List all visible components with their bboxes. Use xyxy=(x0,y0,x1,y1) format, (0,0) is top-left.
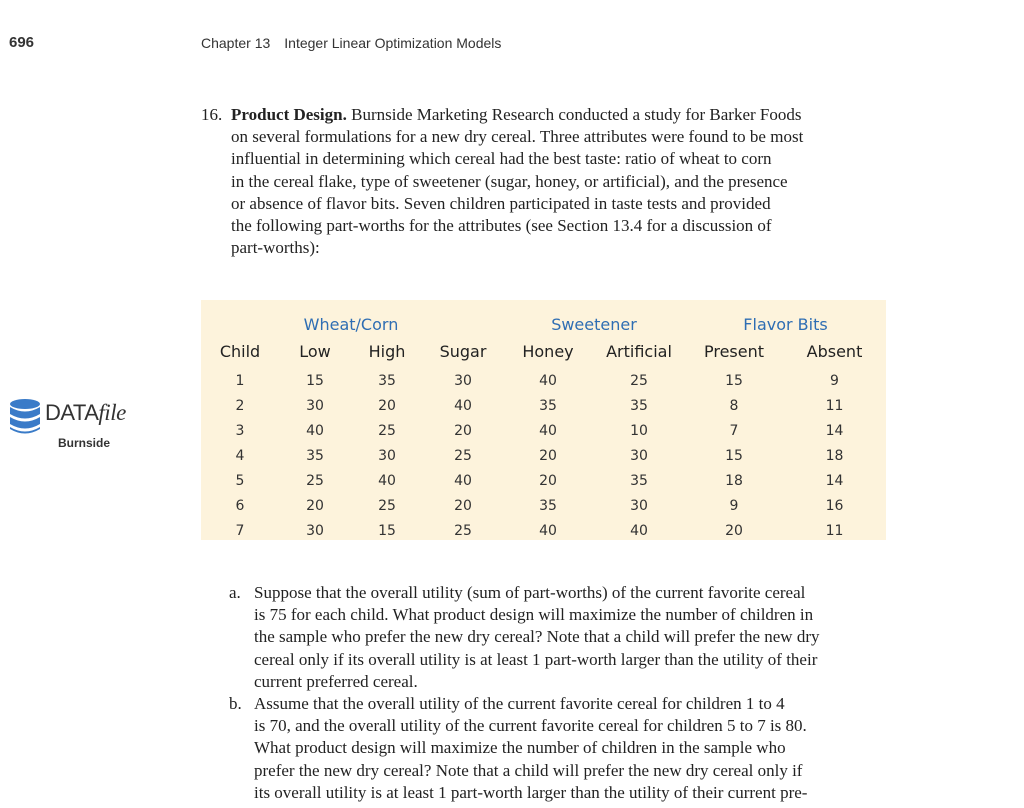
question-line: cereal only if its overall utility is at least 1 part-worth larger than the utility of their xyxy=(254,649,818,669)
table-cell: 40 xyxy=(454,472,472,489)
group-header-sweetener xyxy=(503,300,685,334)
table-cell: 35 xyxy=(378,372,396,389)
table-row xyxy=(201,443,886,468)
datafile-filename: Burnside xyxy=(58,436,111,450)
table-row xyxy=(201,518,886,543)
question-line: its overall utility is at least 1 part-worth larger than the utility of their current pre- xyxy=(254,782,808,802)
table-cell: 15 xyxy=(306,372,324,389)
table-cell: 40 xyxy=(539,522,557,539)
table-cell: 30 xyxy=(454,372,472,389)
child-id-cell: 1 xyxy=(235,372,245,389)
problem-line: the following part-worths for the attributes (see Section 13.4 for a discussion of xyxy=(231,216,772,236)
group-header-wheat-corn xyxy=(279,300,423,334)
group-header-spacer xyxy=(423,300,503,334)
table-cell: 11 xyxy=(825,397,844,414)
question-list xyxy=(229,582,889,804)
table-row xyxy=(201,368,886,393)
problem-text: Burnside Marketing Research conducted a study for Barker Foods xyxy=(351,105,802,124)
group-label: Sweetener xyxy=(551,315,637,334)
table-cell: 15 xyxy=(725,372,743,389)
table-cell: 40 xyxy=(454,397,472,414)
table-cell: 40 xyxy=(378,472,396,489)
table-cell: 35 xyxy=(539,497,557,514)
table-row xyxy=(201,493,886,518)
group-label: Wheat/Corn xyxy=(303,315,399,334)
table-cell: 20 xyxy=(454,422,472,439)
table-cell: 10 xyxy=(630,422,648,439)
table-cell: 30 xyxy=(306,397,324,414)
table-cell: 14 xyxy=(825,472,844,489)
part-worths-table xyxy=(201,300,886,540)
page-number: 696 xyxy=(9,34,35,51)
table-cell: 30 xyxy=(630,447,648,464)
question-line: the sample who prefer the new dry cereal? Note that a child will prefer the new dry xyxy=(254,627,820,647)
column-header: Child xyxy=(219,341,261,361)
column-header: Present xyxy=(703,341,765,361)
question-b xyxy=(229,693,889,804)
child-id-cell: 5 xyxy=(235,472,245,489)
question-line: is 70, and the overall utility of the current favorite cereal for children 5 to 7 is 80. xyxy=(254,716,807,736)
table-cell: 25 xyxy=(454,522,472,539)
data-table xyxy=(201,300,886,543)
table-cell: 30 xyxy=(378,447,396,464)
group-label: Flavor Bits xyxy=(743,315,828,334)
datafile-label-italic: file xyxy=(98,400,126,425)
problem-line: part-worths): xyxy=(231,238,320,258)
table-cell: 25 xyxy=(378,497,396,514)
question-label: b. xyxy=(229,694,242,714)
question-line: is 75 for each child. What product design will maximize the number of children in xyxy=(254,605,814,625)
table-cell: 11 xyxy=(825,522,844,539)
question-line: current preferred cereal. xyxy=(254,671,418,691)
column-header: Sugar xyxy=(439,341,487,361)
table-cell: 20 xyxy=(378,397,396,414)
problem-number: 16. xyxy=(201,105,223,124)
table-cell: 20 xyxy=(306,497,324,514)
problem-line xyxy=(231,104,891,126)
table-cell: 30 xyxy=(306,522,324,539)
table-row xyxy=(201,468,886,493)
table-cell: 9 xyxy=(830,372,839,389)
table-cell: 7 xyxy=(729,422,739,439)
problem-line: or absence of flavor bits. Seven children participated in taste tests and provided xyxy=(231,193,771,213)
table-cell: 15 xyxy=(725,447,743,464)
question-line: What product design will maximize the number of children in the sample who xyxy=(254,738,786,758)
table-cell: 20 xyxy=(725,522,743,539)
table-cell: 40 xyxy=(539,422,557,439)
table-cell: 35 xyxy=(539,397,557,414)
problem-line: in the cereal flake, type of sweetener (sugar, honey, or artificial), and the presence xyxy=(231,171,788,191)
problem-line: on several formulations for a new dry cereal. Three attributes were found to be most xyxy=(231,127,804,147)
chapter-label: Chapter 13 xyxy=(201,35,271,51)
table-cell: 40 xyxy=(539,372,557,389)
table-cell: 18 xyxy=(825,447,844,464)
table-cell: 20 xyxy=(539,447,557,464)
running-header xyxy=(201,35,501,51)
table-cell: 18 xyxy=(725,472,743,489)
table-cell: 8 xyxy=(729,397,739,414)
datafile-label-text: DATA xyxy=(45,400,99,425)
child-id-cell: 3 xyxy=(235,422,245,439)
child-id-cell: 4 xyxy=(235,447,245,464)
question-line: prefer the new dry cereal? Note that a child will prefer the new dry cereal only if xyxy=(254,760,803,780)
table-cell: 9 xyxy=(729,497,739,514)
problem-body xyxy=(231,104,891,259)
table-cell: 20 xyxy=(539,472,557,489)
problem-line: influential in determining which cereal had the best taste: ratio of wheat to corn xyxy=(231,149,772,169)
column-header: Absent xyxy=(806,341,863,361)
child-id-cell: 2 xyxy=(235,397,245,414)
database-icon xyxy=(9,398,41,436)
question-line: Assume that the overall utility of the current favorite cereal for children 1 to 4 xyxy=(254,694,785,714)
question-line: Suppose that the overall utility (sum of part-worths) of the current favorite cereal xyxy=(254,583,806,602)
table-cell: 35 xyxy=(306,447,324,464)
problem-title: Product Design. xyxy=(231,105,347,124)
table-cell: 25 xyxy=(306,472,324,489)
column-header: Artificial xyxy=(606,341,672,361)
table-cell: 15 xyxy=(378,522,396,539)
problem-16 xyxy=(201,104,891,259)
table-cell: 14 xyxy=(825,422,844,439)
table-cell: 25 xyxy=(454,447,472,464)
table-cell: 20 xyxy=(454,497,472,514)
table-cell: 40 xyxy=(306,422,324,439)
group-header-flavor-bits xyxy=(685,300,886,334)
table-cell: 30 xyxy=(630,497,648,514)
table-row xyxy=(201,393,886,418)
table-cell: 40 xyxy=(630,522,648,539)
column-header: Low xyxy=(299,341,331,361)
child-id-cell: 6 xyxy=(235,497,245,514)
question-a xyxy=(229,582,889,693)
chapter-title: Integer Linear Optimization Models xyxy=(284,35,502,51)
table-cell: 25 xyxy=(378,422,396,439)
table-cell: 16 xyxy=(825,497,844,514)
column-header: Honey xyxy=(522,341,574,361)
table-cell: 35 xyxy=(630,472,648,489)
child-id-cell: 7 xyxy=(235,522,245,539)
table-row xyxy=(201,418,886,443)
table-cell: 25 xyxy=(630,372,648,389)
question-label: a. xyxy=(229,583,241,602)
group-header-spacer xyxy=(201,300,279,334)
datafile-label xyxy=(45,400,126,426)
table-cell: 35 xyxy=(630,397,648,414)
column-header: High xyxy=(368,341,406,361)
